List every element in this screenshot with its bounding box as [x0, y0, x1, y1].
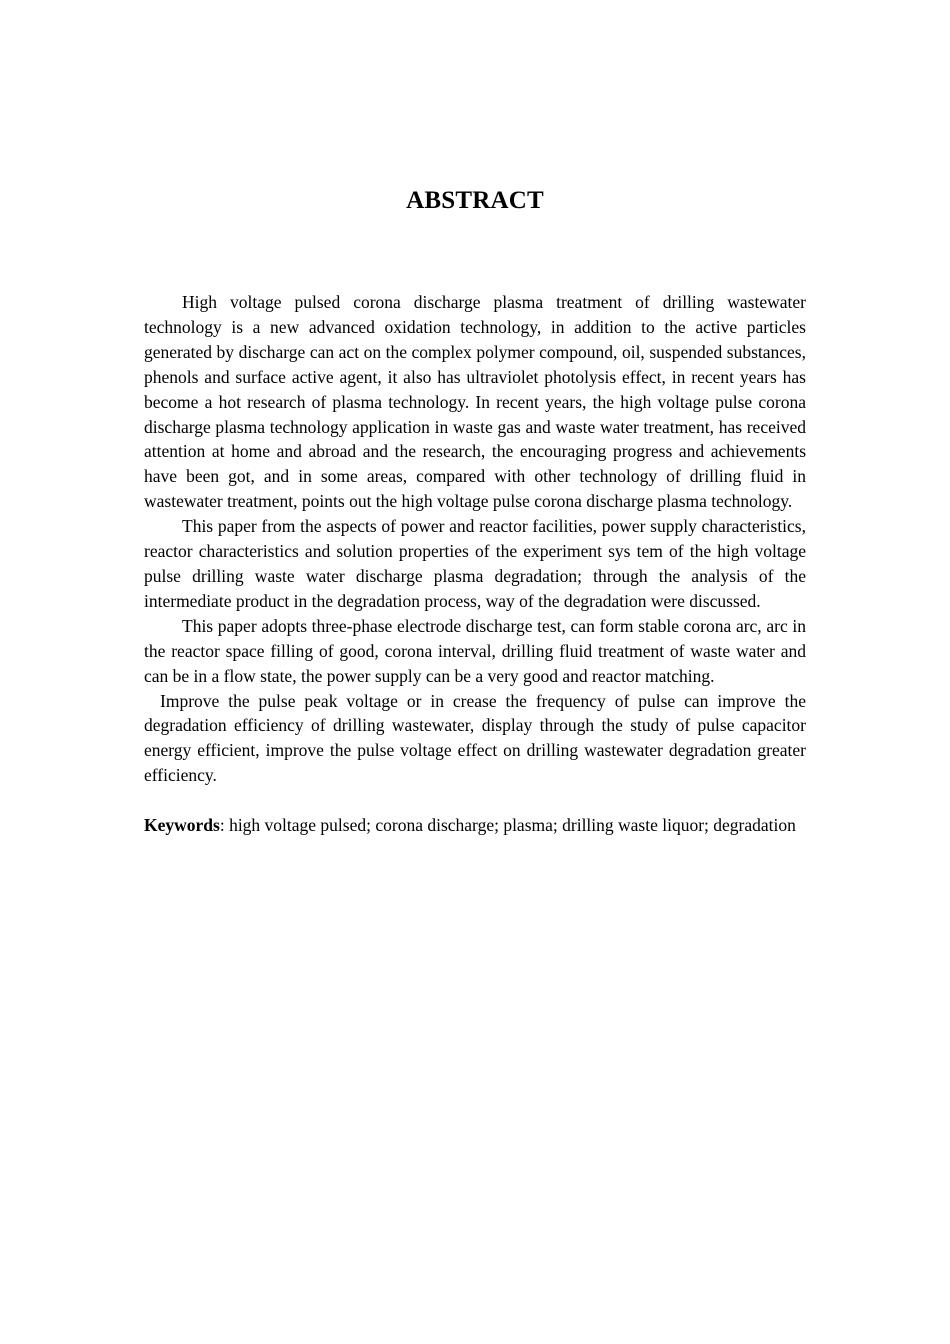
abstract-paragraph-3: This paper adopts three-phase electrode discharge test, can form stable corona arc, arc in the reactor space filling of good, corona interval, drilling fluid treatment of waste water and can be in a flow state, the power supply can be a very good and reactor matching. [144, 615, 806, 686]
abstract-title: ABSTRACT [406, 187, 544, 214]
abstract-paragraph-2: This paper from the aspects of power and reactor facilities, power supply characteristics, reactor characteristics and solution properties of the experiment sys tem of the high voltage pulse drilling waste water discharge plasma degradation; through the analysis of the intermediate product in the degradation process, way of the degradation were discussed. [144, 516, 806, 611]
abstract-paragraph-4: Improve the pulse peak voltage or in crease the frequency of pulse can improve the degradation efficiency of drilling wastewater, display through the study of pulse capacitor energy efficient, improve the pulse voltage effect on drilling wastewater degradation greater efficiency. [144, 690, 806, 786]
abstract-paragraph-1: High voltage pulsed corona discharge plasma treatment of drilling wastewater technology is a new advanced oxidation technology, in addition to the active particles generated by discharge can act on the complex polymer compound, oil, suspended substances, phenols and surface active agent, it also has ultraviolet photolysis effect, in recent years has become a hot research of plasma technology. In recent years, the high voltage pulse corona discharge plasma technology application in waste gas and waste water treatment, has received attention at home and abroad and the research, the encouraging progress and achievements have been got, and in some areas, compared with other technology of drilling fluid in wastewater treatment, points out the high voltage pulse corona discharge plasma technology. [144, 292, 806, 512]
abstract-body [144, 290, 806, 838]
keywords-label: Keywords [144, 815, 220, 836]
keywords-line [144, 813, 806, 838]
keywords-text: : high voltage pulsed; corona discharge; plasma; drilling waste liquor; degradation [219, 815, 796, 836]
